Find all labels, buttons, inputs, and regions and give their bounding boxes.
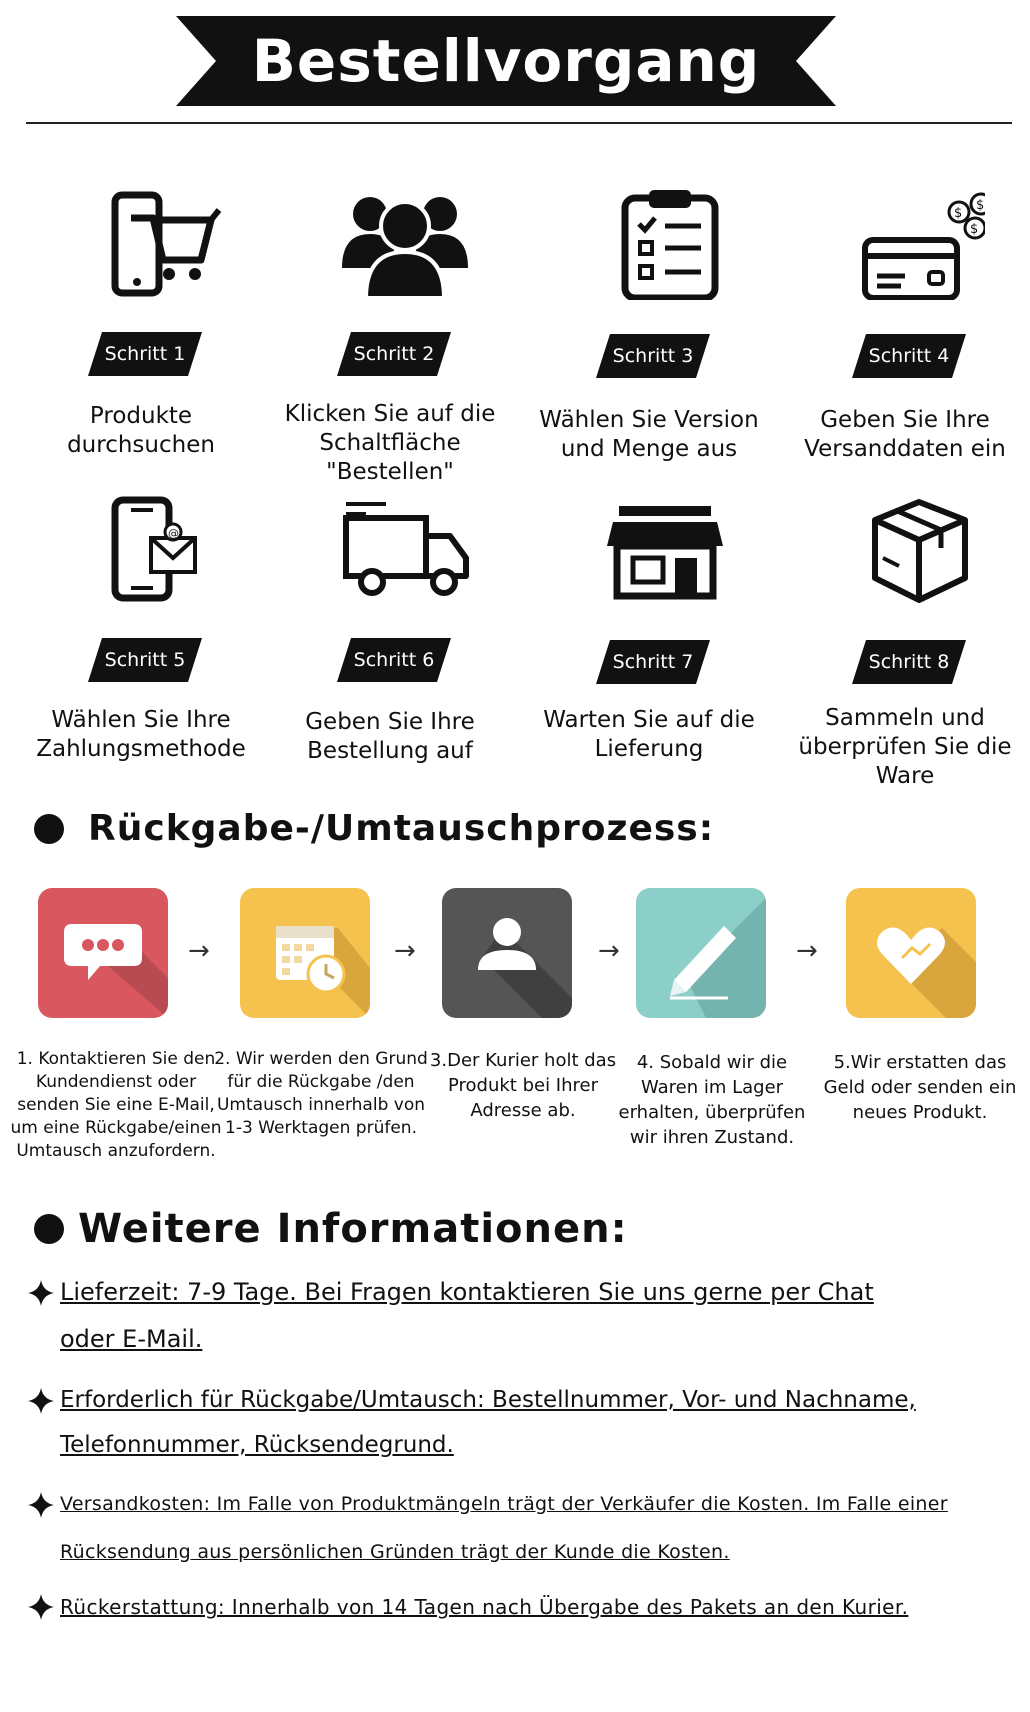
sparkle-icon <box>26 1278 56 1308</box>
step-badge <box>596 640 710 684</box>
step-badge <box>88 332 202 376</box>
calendar-clock-icon <box>240 888 370 1018</box>
phone-email-icon <box>91 496 221 606</box>
clipboard-checklist-icon <box>599 190 729 300</box>
step-label: Produkte durchsuchen <box>67 403 215 458</box>
step-badge-label: Schritt 3 <box>612 345 694 367</box>
step-badge <box>337 332 451 376</box>
sparkle-icon <box>26 1490 56 1520</box>
title-banner <box>176 16 836 106</box>
svg-text:@: @ <box>168 527 179 540</box>
step-badge <box>337 638 451 682</box>
step-badge <box>852 640 966 684</box>
step-badge-label: Schritt 4 <box>868 345 950 367</box>
returns-heading <box>34 808 714 849</box>
heart-hands-icon <box>846 888 976 1018</box>
package-box-icon <box>855 496 985 606</box>
step-label: Klicken Sie auf die Schaltfläche "Bestellen" <box>284 401 496 485</box>
arrow-icon: → <box>394 936 416 966</box>
return-step-2-text: 2. Wir werden den Grund für die Rückgabe /den Umtausch innerhalb von 1-3 Werktagen prüfen. <box>214 1049 428 1138</box>
info-item-required: Erforderlich für Rückgabe/Umtausch: Bestellnummer, Vor- und Nachname, Telefonnummer, Rücksendegrund. <box>26 1386 946 1468</box>
step-badge-label: Schritt 6 <box>353 649 435 671</box>
step-label: Warten Sie auf die Lieferung <box>543 707 755 762</box>
sparkle-icon <box>26 1386 56 1416</box>
step-badge <box>88 638 202 682</box>
step-badge <box>852 334 966 378</box>
bullet-dot-icon <box>34 1214 64 1244</box>
info-item-refund: Rückerstattung: Innerhalb von 14 Tagen nach Übergabe des Pakets an den Kurier. <box>26 1592 1006 1622</box>
step-badge <box>596 334 710 378</box>
sparkle-icon <box>26 1592 56 1622</box>
arrow-icon: → <box>598 936 620 966</box>
step-label: Wählen Sie Ihre Zahlungsmethode <box>36 707 246 762</box>
step-badge-label: Schritt 7 <box>612 651 694 673</box>
step-badge-label: Schritt 2 <box>353 343 435 365</box>
info-heading <box>34 1206 628 1252</box>
step-label: Geben Sie Ihre Versanddaten ein <box>804 407 1006 462</box>
step-label: Wählen Sie Version und Menge aus <box>539 407 759 462</box>
return-step-4-text: 4. Sobald wir die Waren im Lager erhalten, überprüfen wir ihren Zustand. <box>618 1052 806 1148</box>
svg-text:$: $ <box>976 198 985 213</box>
info-heading-text: Weitere Informationen: <box>78 1206 628 1252</box>
user-icon <box>442 888 572 1018</box>
svg-text:$: $ <box>970 222 979 237</box>
arrow-icon: → <box>796 936 818 966</box>
info-item-shipping-costs: Versandkosten: Im Falle von Produktmängeln trägt der Verkäufer die Kosten. Im Falle einer Rücksendung aus persönlichen Gründen trägt der Kunde die Kosten. <box>26 1490 1006 1576</box>
return-step-3-text: 3.Der Kurier holt das Produkt bei Ihrer Adresse ab. <box>429 1050 617 1121</box>
phone-cart-icon <box>91 190 221 300</box>
pencil-icon <box>636 888 766 1018</box>
credit-card-coins-icon <box>855 190 985 300</box>
arrow-icon: → <box>188 936 210 966</box>
step-badge-label: Schritt 8 <box>868 651 950 673</box>
chat-bubble-icon <box>38 888 168 1018</box>
returns-heading-text: Rückgabe-/Umtauschprozess: <box>88 808 715 849</box>
title-divider <box>26 122 1012 124</box>
step-badge-label: Schritt 1 <box>104 343 186 365</box>
svg-text:$: $ <box>954 206 963 221</box>
people-group-icon <box>340 190 470 300</box>
storefront-icon <box>599 496 729 606</box>
delivery-truck-icon <box>340 496 470 606</box>
step-label: Geben Sie Ihre Bestellung auf <box>305 709 475 764</box>
step-badge-label: Schritt 5 <box>104 649 186 671</box>
return-step-5-text: 5.Wir erstatten das Geld oder senden ein neues Produkt. <box>823 1052 1017 1123</box>
info-item-delivery: Lieferzeit: 7-9 Tage. Bei Fragen kontaktieren Sie uns gerne per Chat oder E-Mail. <box>26 1278 916 1363</box>
return-step-1-text: 1. Kontaktieren Sie den Kundendienst oder senden Sie eine E-Mail, um eine Rückgabe/einen Umtausch anzufordern. <box>10 1049 222 1161</box>
bullet-dot-icon <box>34 814 64 844</box>
step-label: Sammeln und überprüfen Sie die Ware <box>798 705 1012 789</box>
page-title: Bestellvorgang <box>251 27 761 95</box>
